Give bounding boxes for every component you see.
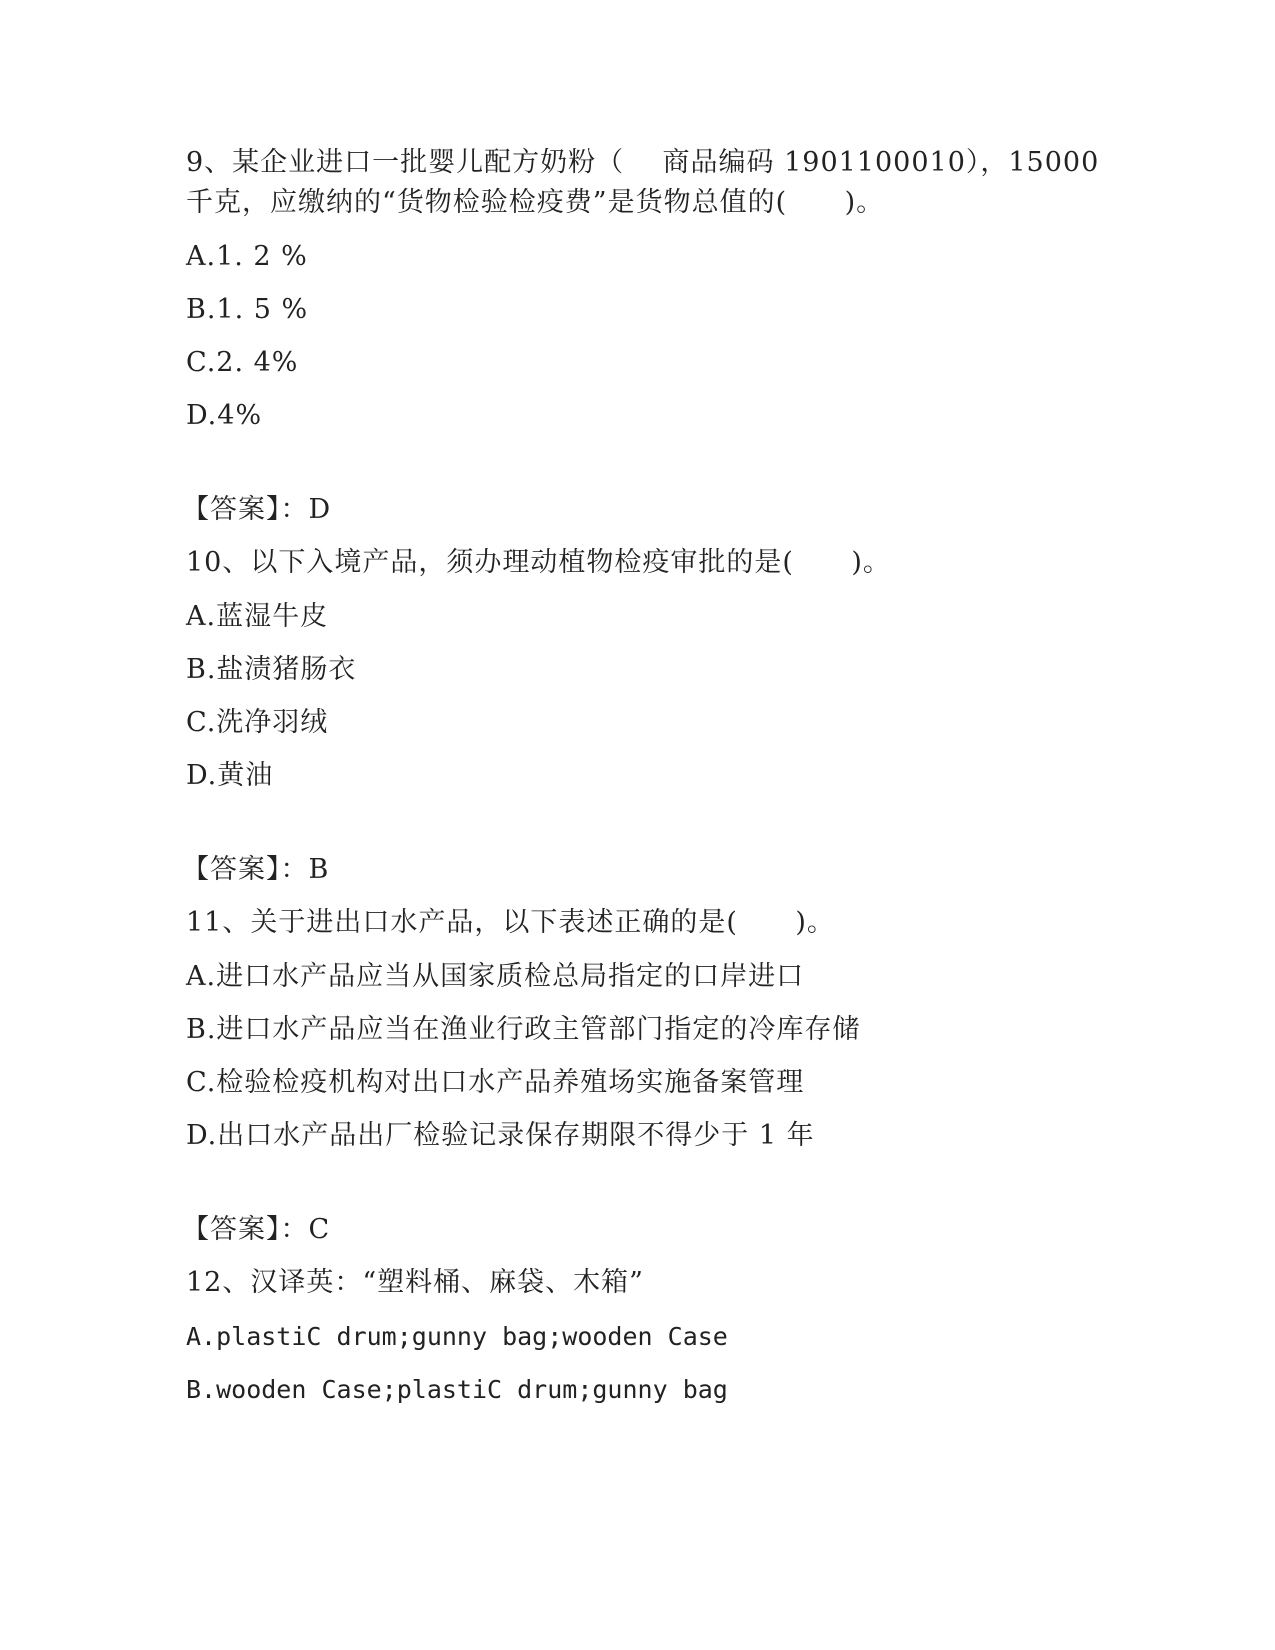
question-9-answer: 【答案】：D <box>182 494 332 525</box>
question-11-option-b: B.进口水产品应当在渔业行政主管部门指定的冷库存储 <box>186 1014 861 1045</box>
question-9-option-c: C.2. 4% <box>186 347 299 378</box>
question-10-answer: 【答案】：B <box>182 854 330 885</box>
question-10-option-b: B.盐渍猪肠衣 <box>186 654 357 685</box>
question-9-option-b: B.1. 5 % <box>186 294 309 325</box>
question-12-stem: 12、汉译英：“塑料桶、麻袋、木箱” <box>186 1267 644 1298</box>
question-12-option-b: B.wooden Case;plastiC drum;gunny bag <box>186 1375 728 1404</box>
question-11-option-d: D.出口水产品出厂检验记录保存期限不得少于 1 年 <box>186 1120 815 1151</box>
question-10-stem: 10、以下入境产品，须办理动植物检疫审批的是( )。 <box>186 547 891 578</box>
question-9-option-d: D.4% <box>186 400 263 431</box>
question-11-option-a: A.进口水产品应当从国家质检总局指定的口岸进口 <box>186 961 805 992</box>
question-11-option-c: C.检验检疫机构对出口水产品养殖场实施备案管理 <box>186 1067 805 1098</box>
question-10-option-d: D.黄油 <box>186 760 274 791</box>
question-9-stem-line-2: 千克，应缴纳的“货物检验检疫费”是货物总值的( )。 <box>186 187 885 218</box>
question-9-option-a: A.1. 2 % <box>186 241 308 272</box>
question-11-stem: 11、关于进出口水产品，以下表述正确的是( )。 <box>186 907 835 938</box>
question-10-option-a: A.蓝湿牛皮 <box>186 601 329 632</box>
question-12-option-a: A.plastiC drum;gunny bag;wooden Case <box>186 1322 728 1351</box>
question-9-stem-line-1: 9、某企业进口一批婴儿配方奶粉（ 商品编码 1901100010），15000 <box>186 147 1100 178</box>
question-11-answer: 【答案】：C <box>182 1214 331 1245</box>
question-10-option-c: C.洗净羽绒 <box>186 707 329 738</box>
